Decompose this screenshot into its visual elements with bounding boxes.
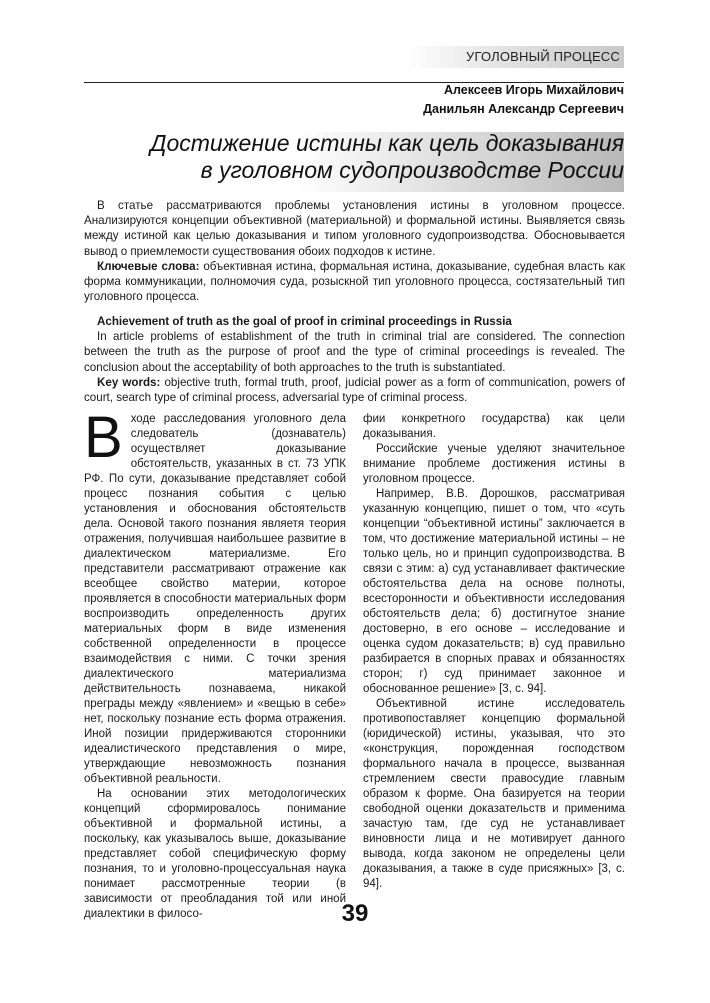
keywords-paragraph <box>84 375 625 405</box>
paragraph-text: ходе расследования уголовного дела следователь (дознаватель) осуществляет доказывание обстоятельств, указанных в ст. 73 УПК РФ. По сути, доказывание представляет собой процесс познания события с целью установления и обоснования обстоятельств дела. Основой такого познания являетя теория отражения, получившая наибольшее развитие в диалектическом материализме. Его представители рассматривают отражение как всеобщее свойство материи, которое проявляется в способности материальных форм воспроизводить определенность других материальных форм в виде изменения собственной определенности в процессе взаимодействия с ними. С точки зрения диалектического материализма действительность познаваема, никакой преграды между «явлением» и «вещью в себе» нет, поскольку познание есть форма отражения. Иной позиции придерживаются сторонники идеалистического представления о мире, утверждающие невозможность познания объективной реальности. <box>84 413 346 785</box>
header-rule <box>84 82 624 83</box>
english-title: Achievement of truth as the goal of proof in criminal proceedings in Russia <box>97 315 512 328</box>
abstract-english <box>84 314 625 405</box>
keywords-label: Ключевые слова: <box>97 259 200 273</box>
keywords-paragraph <box>84 259 625 305</box>
abstract-text: In article problems of establishment of the truth in criminal trial are considered. The connection between the truth as the purpose of proof and the type of criminal proceedings is revealed. The conclusion about the acceptability of both approaches to the truth is substantiated. <box>84 330 625 374</box>
abstract-russian <box>84 198 625 304</box>
article-title <box>150 130 624 184</box>
author-name: Алексеев Игорь Михайлович <box>443 83 624 97</box>
dropcap: В <box>84 405 123 470</box>
body-paragraph: На основании этих методологических концепций сформировалось понимание объективной и формальной истины, а поскольку, как указывалось выше, доказывание представляет собой специфическую форму познания, то и уголовно-процессуальная наука понимает рассмотренные теории (в зависимости от преобладания той или иной диалектики в филосо- <box>84 788 346 920</box>
author-name: Данильян Александр Сергеевич <box>423 102 624 116</box>
keywords-label: Key words: <box>97 375 161 389</box>
title-line: в уголовном судопроизводстве России <box>200 157 624 183</box>
body-paragraph: Объективной истине исследователь противопоставляет концепцию формальной (юридической) истины, указывая, что это «конструкция, порожденная господством формального начала в процессе, вызванная стремлением свести правосудие главным образом к форме. Она базируется на теории свободной оценки доказательств и применима зачастую там, где суд не устанавливает виновности лица и не мотивирует данного вывода, когда законом не определены цели доказывания, а также в суде присяжных» [3, с. 94]. <box>363 698 625 890</box>
page-number: 39 <box>341 900 369 927</box>
body-paragraph <box>84 405 346 787</box>
abstract-text: В статье рассматриваются проблемы установления истины в уголовном процессе. Анализируются концепции объективной (материальной) и формальной истины. Выявляется связь между истиной как целью доказывания и типом уголовного судопроизводства. Обосновывается вывод о приемлемости существования обоих подходов к истине. <box>84 199 625 258</box>
keywords-text: objective truth, formal truth, proof, judicial power as a form of communication, powers of court, search type of criminal process, adversarial type of criminal process. <box>84 375 625 405</box>
body-paragraph: Например, В.В. Дорошков, рассматривая указанную концепцию, пишет о том, что «суть концепции “объективной истины” заключается в том, что достижение материальной истины – не только цель, но и принцип судопроизводства. В связи с этим: а) суд устанавливает фактические обстоятельства дела на основе полноты, всесторонности и объективности исследования обстоятельств дела; б) достигнутое знание достоверно, в его основе – исследование и оценка судом доказательств; в) суд правильно разбирается в спорных правах и обязанностях сторон; г) суд принимает законное и обоснованное решение» [3, с. 94]. <box>363 488 625 695</box>
keywords-text: объективная истина, формальная истина, доказывание, судебная власть как форма коммуникации, полномочия суда, розыскной тип уголовного процесса, состязательный тип уголовного процесса. <box>84 259 625 304</box>
section-label: УГОЛОВНЫЙ ПРОЦЕСС <box>406 46 624 68</box>
body-paragraph: фии конкретного государства) как цели доказывания. <box>363 413 625 440</box>
body-paragraph: Российские ученые уделяют значительное внимание проблеме достижения истины в уголовном процессе. <box>363 443 625 485</box>
body-column-left <box>84 405 346 922</box>
body-column-right <box>363 412 625 892</box>
authors <box>423 81 624 119</box>
title-line: Достижение истины как цель доказывания <box>150 130 624 156</box>
